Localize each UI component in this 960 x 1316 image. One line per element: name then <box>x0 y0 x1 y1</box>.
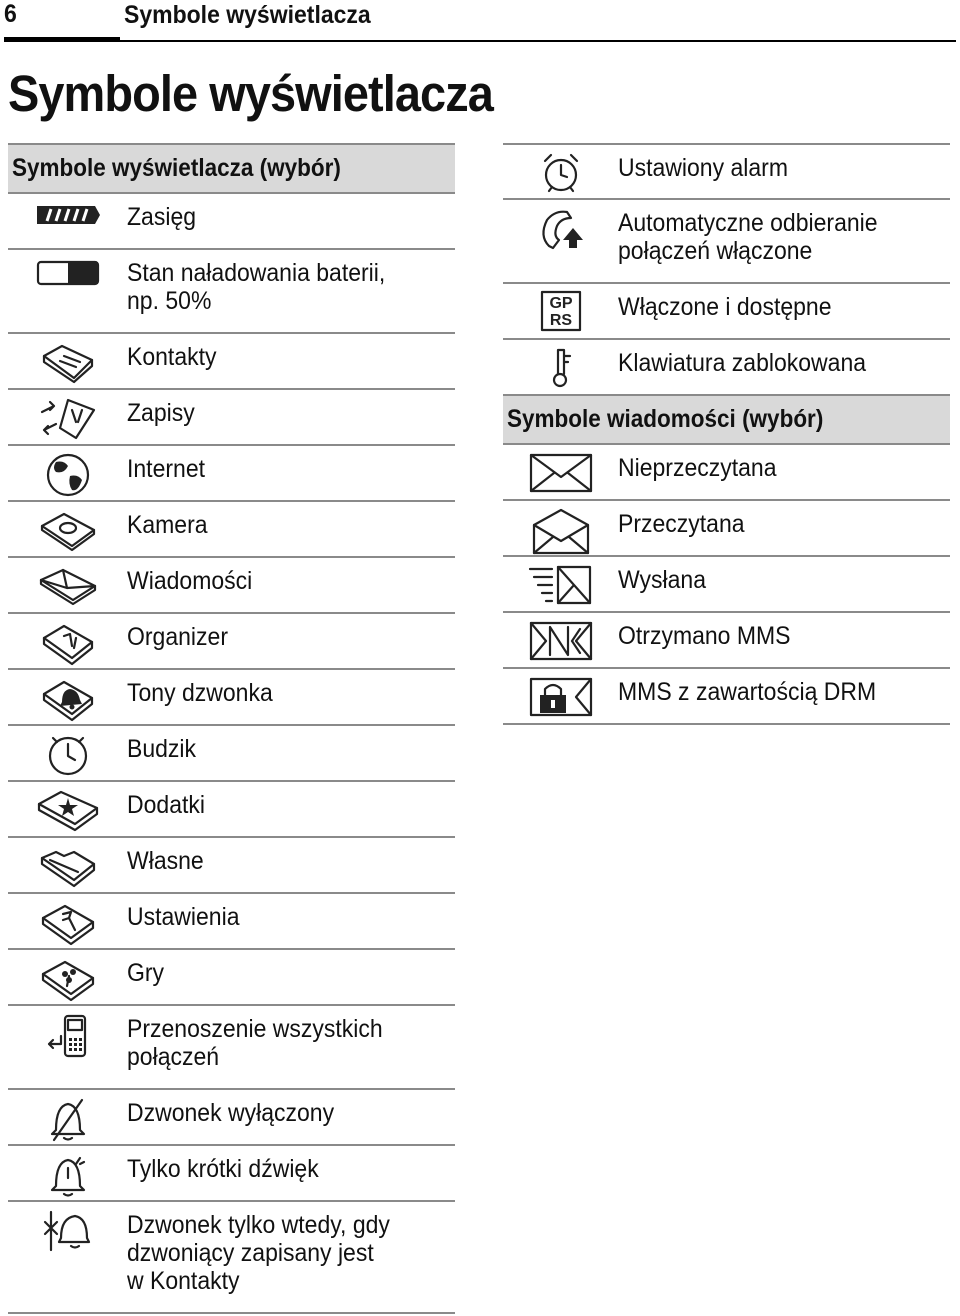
list-item <box>8 1006 455 1090</box>
ring-contacts-only-icon <box>43 1208 93 1254</box>
extras-icon <box>35 788 101 832</box>
list-item <box>8 614 455 670</box>
list-item <box>8 250 455 334</box>
list-item <box>8 446 455 502</box>
games-icon <box>39 956 97 1002</box>
list-item <box>8 838 455 894</box>
page-number: 6 <box>4 0 17 28</box>
my-stuff-icon <box>38 844 98 888</box>
item-label: Internet <box>127 455 205 483</box>
running-title: Symbole wyświetlacza <box>124 1 371 29</box>
item-label: Tylko krótki dźwięk <box>127 1155 319 1183</box>
section-heading: Symbole wyświetlacza (wybór) <box>8 143 455 192</box>
gprs-icon-top: GP <box>548 295 573 312</box>
list-item <box>503 501 950 557</box>
list-item <box>8 502 455 558</box>
item-label: Kontakty <box>127 343 217 371</box>
call-divert-icon <box>43 1012 93 1062</box>
envelope-read-icon <box>531 507 591 555</box>
list-item <box>8 334 455 390</box>
item-label: Ustawiony alarm <box>618 154 788 182</box>
list-item <box>8 670 455 726</box>
list-item <box>8 390 455 446</box>
item-label: Gry <box>127 959 165 987</box>
records-icon <box>38 396 98 442</box>
list-item <box>8 894 455 950</box>
ringtones-icon <box>38 676 98 722</box>
envelope-unread-icon <box>528 451 594 495</box>
settings-icon <box>39 900 97 946</box>
item-label: Wiadomości <box>127 567 253 595</box>
status-and-message-symbols-table <box>503 143 950 725</box>
item-label: Nieprzeczytana <box>618 454 777 482</box>
item-label: Budzik <box>127 735 197 763</box>
item-label: Dzwonek tylko wtedy, gdy dzwoniący zapisany jest w Kontakty <box>127 1211 390 1295</box>
item-label: Zasięg <box>127 203 197 231</box>
mms-drm-icon <box>528 675 594 719</box>
list-item <box>8 782 455 838</box>
item-label: Automatyczne odbieranie połączeń włączone <box>618 209 878 265</box>
alarm-set-icon <box>539 151 583 195</box>
gprs-icon <box>540 290 582 332</box>
envelope-sent-icon <box>528 563 594 607</box>
item-label: Klawiatura zablokowana <box>618 349 867 377</box>
item-label: Przenoszenie wszystkich połączeń <box>127 1015 383 1071</box>
list-item <box>503 445 950 501</box>
page-title: Symbole wyświetlacza <box>8 65 493 122</box>
list-item <box>503 613 950 669</box>
alarm-clock-icon <box>43 732 93 778</box>
item-label: Stan naładowania baterii, np. 50% <box>127 259 386 315</box>
item-label: Organizer <box>127 623 228 651</box>
item-label: Własne <box>127 847 204 875</box>
signal-strength-icon <box>35 200 101 230</box>
battery-icon <box>35 256 101 290</box>
gprs-icon-bottom: RS <box>549 312 572 329</box>
contacts-icon <box>38 340 98 384</box>
section-heading: Symbole wiadomości (wybór) <box>503 396 950 443</box>
item-label: Wysłana <box>618 566 707 594</box>
list-item <box>503 145 950 200</box>
item-label: Dzwonek wyłączony <box>127 1099 335 1127</box>
list-item <box>503 669 950 725</box>
item-label: Otrzymano MMS <box>618 622 791 650</box>
list-item <box>8 726 455 782</box>
header-rule-thick <box>4 37 120 42</box>
list-item <box>8 1090 455 1146</box>
list-item <box>503 557 950 613</box>
list-item <box>503 284 950 340</box>
auto-answer-icon <box>537 206 585 254</box>
key-lock-icon <box>546 346 576 390</box>
list-item <box>503 200 950 284</box>
item-label: Przeczytana <box>618 510 745 538</box>
item-label: Kamera <box>127 511 208 539</box>
item-label: Ustawienia <box>127 903 240 931</box>
display-symbols-table <box>8 143 455 1314</box>
list-item <box>8 194 455 250</box>
ringer-off-icon <box>46 1096 90 1142</box>
camera-icon <box>38 508 98 552</box>
item-label: Włączone i dostępne <box>618 293 832 321</box>
list-item <box>8 1202 455 1314</box>
mms-received-icon <box>528 619 594 663</box>
list-item <box>8 950 455 1006</box>
short-tone-icon <box>46 1152 90 1198</box>
header-rule-thin <box>120 40 956 42</box>
internet-globe-icon <box>42 452 94 498</box>
list-item <box>8 1146 455 1202</box>
organizer-icon <box>38 620 98 666</box>
messages-icon <box>37 564 99 606</box>
item-label: MMS z zawartością DRM <box>618 678 877 706</box>
item-label: Zapisy <box>127 399 195 427</box>
item-label: Dodatki <box>127 791 205 819</box>
list-item <box>8 558 455 614</box>
item-label: Tony dzwonka <box>127 679 273 707</box>
list-item <box>503 340 950 396</box>
